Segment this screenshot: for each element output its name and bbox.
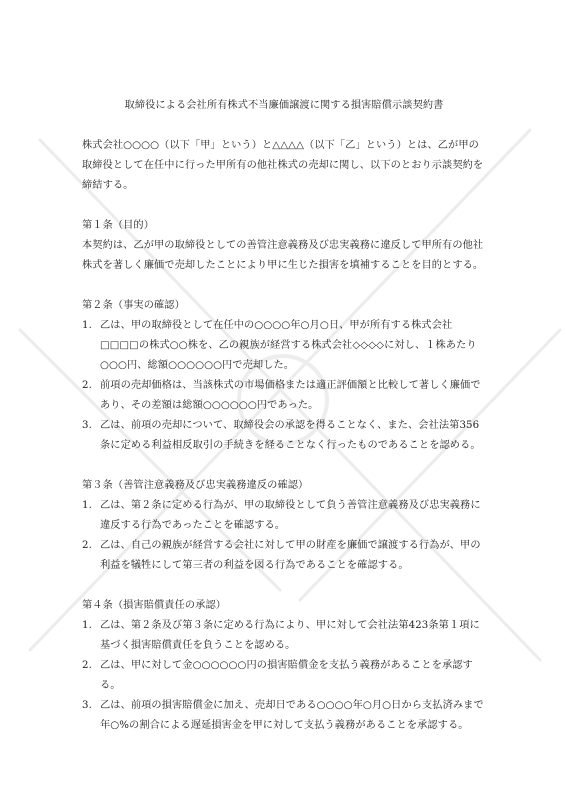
item-text: 乙は、前項の損害賠償金に加え、売却日である○○○○年○月○日から支払済みまで年○%の割合による遅延損害金を甲に対して支払う義務があることを承認する。 xyxy=(100,700,484,731)
item-text: 乙は、甲に対して金○○○○○○円の損害賠償金を支払う義務があることを承認する。 xyxy=(100,660,473,691)
article-items xyxy=(82,316,486,456)
item-number: 2. xyxy=(82,660,92,671)
list-item xyxy=(82,696,486,736)
item-number: 2. xyxy=(82,380,92,391)
item-number: 1. xyxy=(82,500,92,511)
list-item xyxy=(82,656,486,696)
list-item xyxy=(82,536,486,576)
item-text: 乙は、自己の親族が経営する会社に対して甲の財産を廉価で譲渡する行為が、甲の利益を犠牲にして第三者の利益を図る行為であることを確認する。 xyxy=(100,540,481,571)
item-number: 1. xyxy=(82,320,92,331)
document-page xyxy=(82,96,486,736)
list-item xyxy=(82,316,486,376)
list-item xyxy=(82,616,486,656)
article-heading: 第１条（目的） xyxy=(82,220,155,231)
item-number: 2. xyxy=(82,540,92,551)
list-item xyxy=(82,376,486,416)
item-text: 乙は、第２条及び第３条に定める行為により、甲に対して会社法第423条第１項に基づく損害賠償責任を負うことを認める。 xyxy=(100,620,480,651)
item-number: 3. xyxy=(82,700,92,711)
item-text: 乙は、甲の取締役として在任中の○○○○年○月○日、甲が所有する株式会社□□□□の株式○○株を、乙の親族が経営する株式会社◇◇◇◇に対し、１株あたり○○○円、総額○○○○○○円で売却した。 xyxy=(100,320,477,371)
item-number: 3. xyxy=(82,420,92,431)
article-heading: 第４条（損害賠償責任の承認） xyxy=(82,600,227,611)
articles-container xyxy=(82,216,486,736)
article-2 xyxy=(82,296,486,456)
article-4 xyxy=(82,596,486,736)
article-body: 本契約は、乙が甲の取締役としての善管注意義務及び忠実義務に違反して甲所有の他社株式を著しく廉価で売却したことにより甲に生じた損害を填補することを目的とする。 xyxy=(82,240,484,271)
article-items xyxy=(82,496,486,576)
article-1 xyxy=(82,216,486,276)
item-text: 乙は、前項の売却について、取締役会の承認を得ることなく、また、会社法第356条に定める利益相反取引の手続きを経ることなく行ったものであることを認める。 xyxy=(100,420,481,451)
item-text: 乙は、第２条に定める行為が、甲の取締役として負う善管注意義務及び忠実義務に違反する行為であったことを確認する。 xyxy=(100,500,481,531)
list-item xyxy=(82,496,486,536)
list-item xyxy=(82,416,486,456)
preamble: 株式会社○○○○（以下「甲」という）と△△△△（以下「乙」という）とは、乙が甲の取締役として在任中に行った甲所有の他社株式の売却に関し、以下のとおり示談契約を締結する。 xyxy=(82,140,484,191)
article-heading: 第３条（善管注意義務及び忠実義務違反の確認） xyxy=(82,480,309,491)
article-3 xyxy=(82,476,486,576)
article-heading: 第２条（事実の確認） xyxy=(82,300,185,311)
article-items xyxy=(82,616,486,736)
item-number: 1. xyxy=(82,620,92,631)
item-text: 前項の売却価格は、当該株式の市場価格または適正評価額と比較して著しく廉価であり、その差額は総額○○○○○○円であった。 xyxy=(100,380,481,411)
document-title: 取締役による会社所有株式不当廉価譲渡に関する損害賠償示談契約書 xyxy=(124,100,444,111)
